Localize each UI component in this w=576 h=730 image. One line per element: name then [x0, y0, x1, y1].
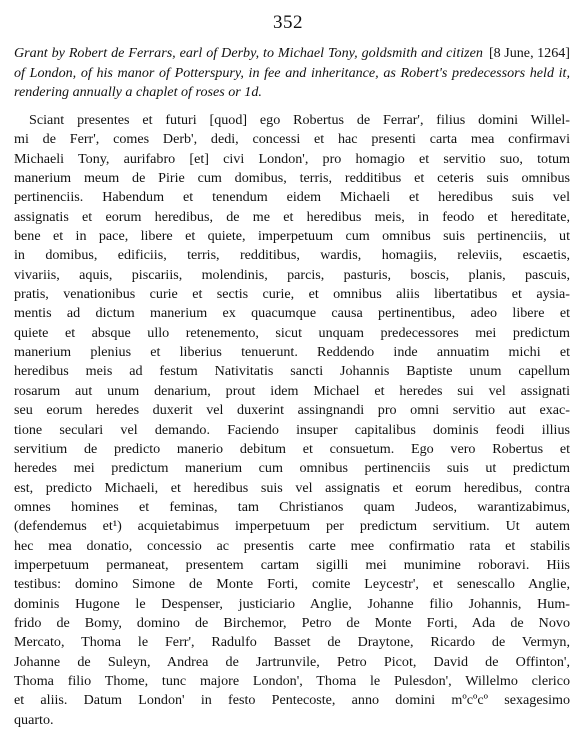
- body-line: Thoma filio Thome, tunc majore London', Thoma le Pulesdon', Willelmo clerico: [14, 672, 570, 689]
- body-line: pratis, venationibus curie et sectis curie, et omnibus aliis libertatibus et aysia-: [14, 286, 570, 303]
- body-line: manerium plenius et liberius tenuerunt. Reddendo inde annuatim michi et: [14, 344, 570, 361]
- body-line: Johanne de Suleyn, Andrea de Jartrunvile, Petro Picot, David de Offinton',: [14, 653, 570, 670]
- body-line: mi de Ferr', comes Derb', dedi, concessi et hac presenti carta mea confirmavi: [14, 131, 570, 148]
- body-line: servitium de predicto manerio debitum et consuetum. Ego vero Robertus et: [14, 440, 570, 457]
- body-line: imperpetuum permaneat, presentem cartam sigilli mei munimine roboravi. Hiis: [14, 556, 570, 573]
- body-line: hec mea donatio, concessio ac presentis carte mee confirmatio rata et stabilis: [14, 537, 570, 554]
- body-line: seu eorum heredes duxerit vel duxerint assingnandi pro omni servitio aut exac-: [14, 402, 570, 419]
- body-line: quarto.: [14, 711, 54, 728]
- body-line: Michaeli Tony, aurifabro [et] civi London', pro homagio et servitio suo, totum: [14, 150, 570, 167]
- body-line: rosarum aut unum denarium, prout idem Michael et heredes sui vel assignati: [14, 382, 570, 399]
- body-line: tione seculari vel demando. Faciendo insuper capitalibus dominis feodi illius: [14, 421, 570, 438]
- body-line: et aliis. Datum London' in festo Pentecoste, anno domini mºcºcº sexagesimo: [14, 692, 570, 709]
- body-line: manerium meum de Pirie cum domibus, terris, redditibus et ceteris suis omnibus: [14, 170, 570, 187]
- body-line: in domibus, edificiis, terris, redditibus, wardis, homagiis, releviis, escaetis,: [14, 247, 570, 264]
- body-line: testibus: domino Simone de Monte Forti, comite Leycestr', et senescallo Anglie,: [14, 576, 570, 593]
- body-line: pertinenciis. Habendum et tenendum eidem Michaeli et heredibus suis vel: [14, 189, 570, 206]
- heading-text: Grant by Robert de Ferrars, earl of Derby, to Michael Tony, goldsmith and citizen of London, of his manor of Potterspury, in fee and inheritance, as Robert's predecessors held it, rendering annually a chaplet of roses or 1d.: [14, 45, 570, 100]
- body-line: heredibus meis ad festum Nativitatis sancti Johannis Baptiste unum capellum: [14, 363, 570, 380]
- charter-body-text: [14, 111, 570, 730]
- body-line: mentis ad dictum manerium ex quacumque causa pertinentibus, adeo libere et: [14, 305, 570, 322]
- heading-date: [8 June, 1264]: [488, 45, 570, 61]
- body-line: vivariis, aquis, piscariis, molendinis, parcis, pasturis, boscis, planis, pascuis,: [14, 266, 570, 283]
- body-line: dominis Hugone le Despenser, justiciario Anglie, Johanne filio Johannis, Hum-: [14, 595, 570, 612]
- page-number: 352: [273, 12, 303, 33]
- body-line: assignatis et eorum heredibus, de me et heredibus meis, in feodo et hereditate,: [14, 208, 570, 225]
- body-line: quiete et absque ullo retenemento, sicut unquam predecessores mei predictum: [14, 324, 570, 341]
- body-line: Sciant presentes et futuri [quod] ego Robertus de Ferrar', filius domini Willel-: [29, 112, 570, 128]
- body-line: bene et in pace, libere et quiete, imperpetuum cum omnibus suis pertinenciis, ut: [14, 228, 570, 245]
- body-line: heredes mei predictum manerium cum omnibus pertinenciis suis ut predictum: [14, 460, 570, 477]
- body-line: est, predicto Michaeli, et heredibus suis vel assignatis et eorum heredibus, contra: [14, 479, 570, 496]
- body-line: frido de Bomy, domino de Birchemor, Petro de Monte Forti, Ada de Novo: [14, 614, 570, 631]
- body-line: Mercato, Thoma le Ferr', Radulfo Basset de Draytone, Ricardo de Vermyn,: [14, 634, 570, 651]
- document-heading: [14, 44, 570, 103]
- body-line: (defendemus et¹) acquietabimus imperpetuum per predictum servitium. Ut autem: [14, 518, 570, 535]
- body-line: omnes homines et feminas, tam Christianos quam Judeos, warantizabimus,: [14, 498, 570, 515]
